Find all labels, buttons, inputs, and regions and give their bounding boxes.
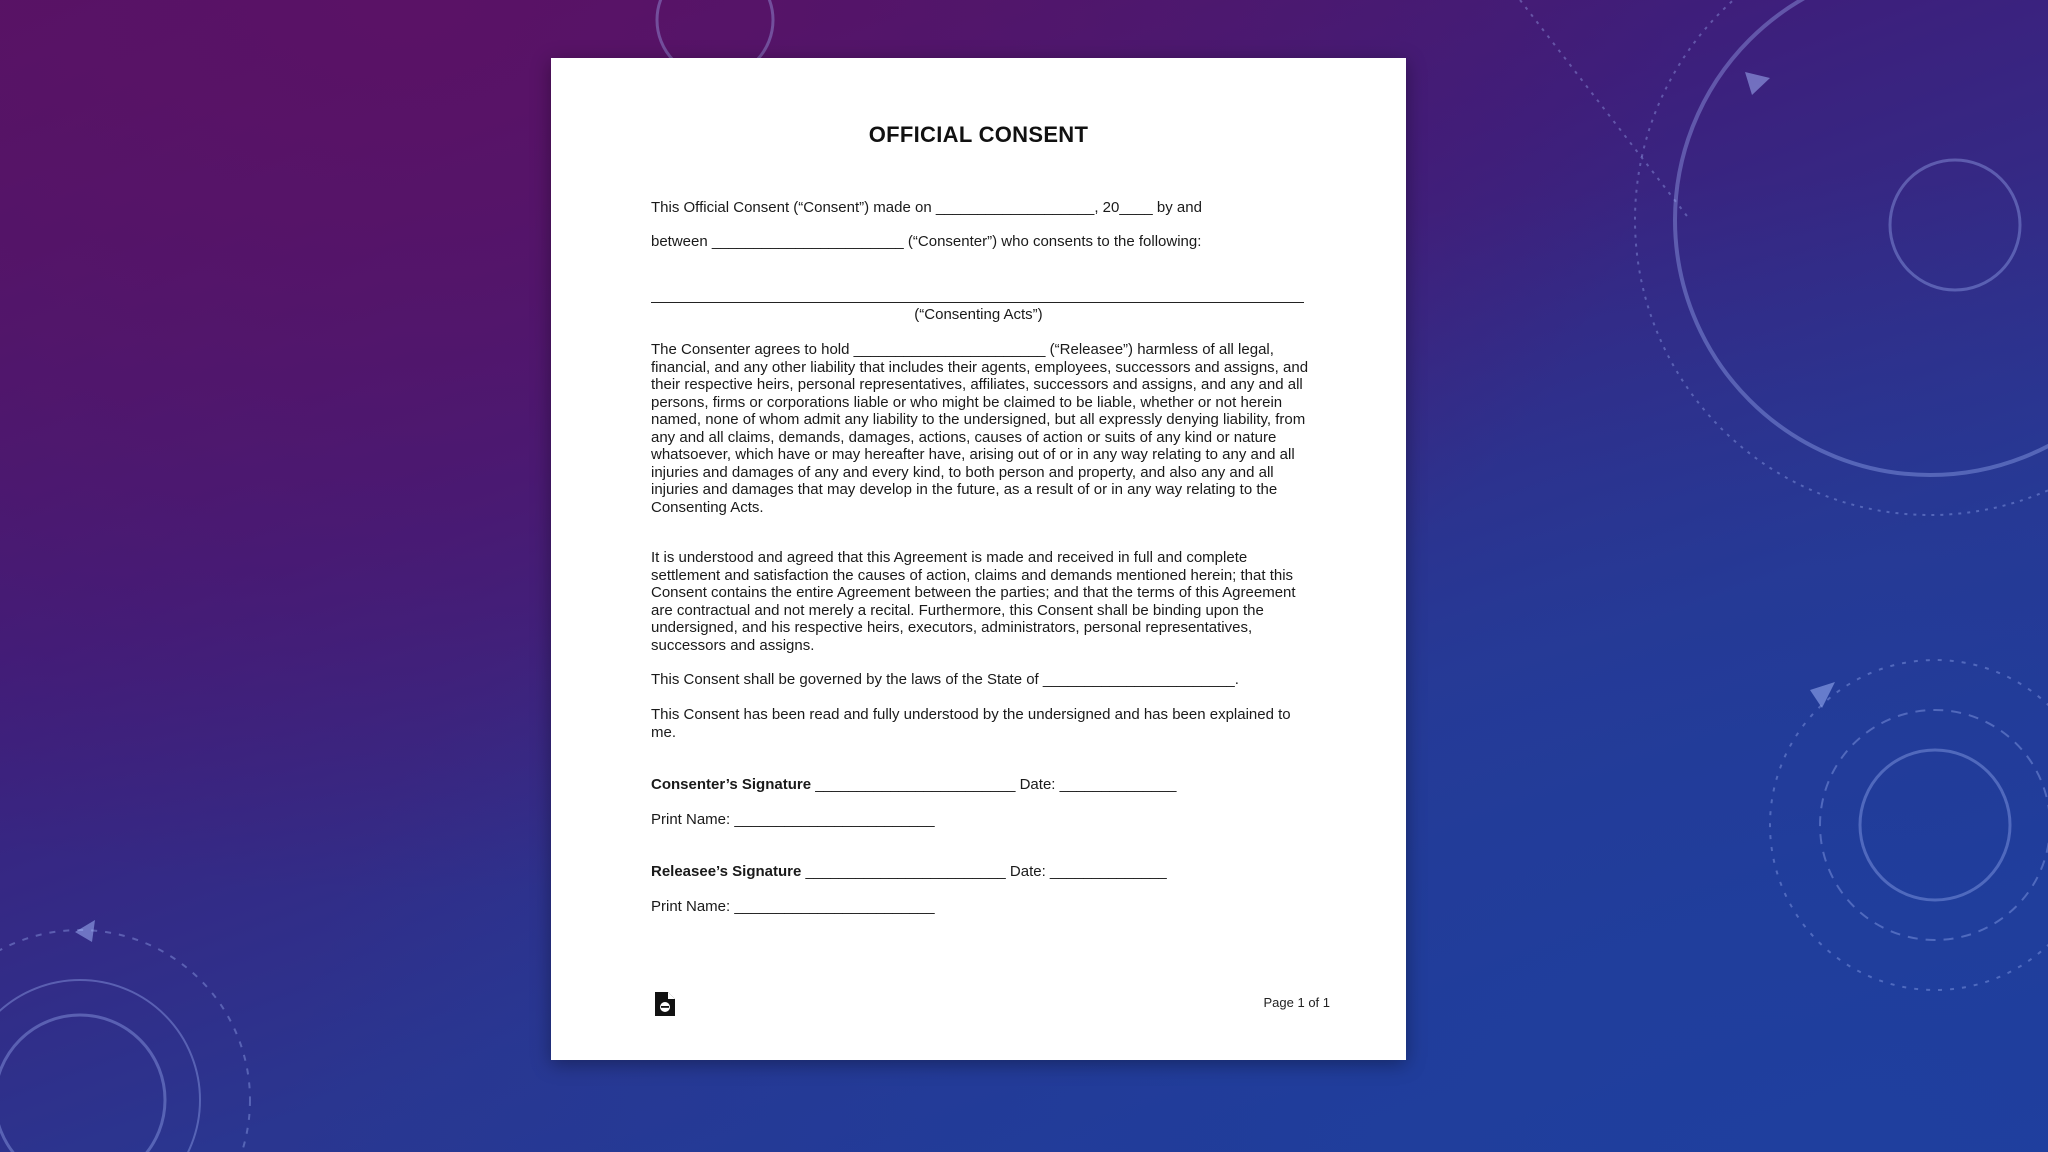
consenter-line: between _______________________ (“Consenter”) who consents to the following: (651, 233, 1202, 250)
consent-date-line: This Official Consent (“Consent”) made on ___________________, 20____ by and (651, 199, 1202, 216)
releasee-signature-label: Releasee’s Signature (651, 863, 802, 880)
consenter-signature-line (651, 776, 1176, 793)
releasee-print-name-line: Print Name: ________________________ (651, 898, 935, 915)
document-page (551, 58, 1406, 1060)
consenter-signature-label: Consenter’s Signature (651, 776, 812, 793)
releasee-signature-line (651, 863, 1167, 880)
release-paragraph: The Consenter agrees to hold _______________________ (“Releasee”) harmless of all legal, financial, and any other liability that includes their agents, employees, successors and assigns, and their respective heirs, personal representatives, affiliates, successors and assigns, and any and all persons, firms or corporations liable or who might be claimed to be liable, whether or not herein named, none of whom admit any liability to the undersigned, but all expressly denying liability, from any and all claims, demands, damages, actions, causes of action or suits of any kind or nature whatsoever, which have or may hereafter have, arising out of or in any way relating to any and all injuries and damages of any and every kind, to both person and property, and also any and all injuries and damages that may develop in the future, as a result of or in any way relating to the Consenting Acts. (651, 341, 1309, 516)
releasee-signature-fields: ________________________ Date: ______________ (801, 863, 1167, 880)
consenting-acts-label: (“Consenting Acts”) (914, 306, 1043, 323)
agreement-paragraph: It is understood and agreed that this Agreement is made and received in full and complete settlement and satisfaction the causes of action, claims and demands mentioned herein; that this Consent contains the entire Agreement between the parties; and that the terms of this Agreement are contractual and not merely a recital. Furthermore, this Consent shall be binding upon the undersigned, and his respective heirs, executors, administrators, personal representatives, successors and assigns. (651, 549, 1296, 654)
consenter-print-name-line: Print Name: ________________________ (651, 811, 935, 828)
document-title: OFFICIAL CONSENT (868, 122, 1089, 147)
understanding-paragraph: This Consent has been read and fully understood by the undersigned and has been explained to me. (651, 706, 1291, 741)
consenting-acts-rule (651, 302, 1304, 303)
document-logo-icon (654, 991, 676, 1017)
page-number: Page 1 of 1 (1263, 995, 1330, 1010)
consenter-signature-fields: ________________________ Date: ______________ (811, 776, 1177, 793)
governing-law-paragraph: This Consent shall be governed by the laws of the State of _______________________. (651, 671, 1239, 688)
